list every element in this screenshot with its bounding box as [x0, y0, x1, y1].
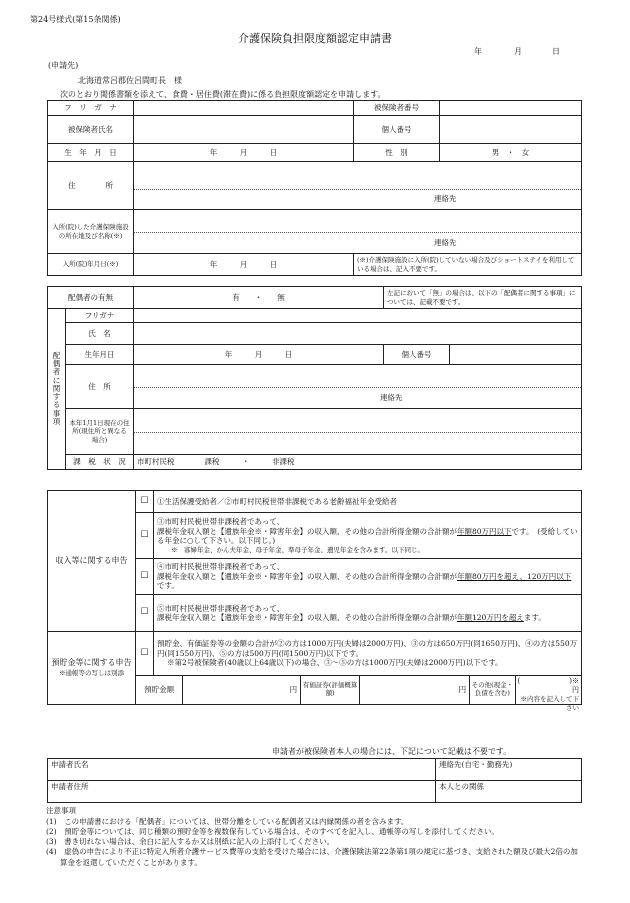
note-4: (4) 虚偽の申告により不正に特定入所者介護サービス費等の支給を受けた場合には、介護保険法第22条第1項の規定に基づき、支給された額及び最大2倍の加算金を返還していただくことがあります。: [46, 847, 578, 867]
income-option-4: ④市町村民税世帯非課税者であって、 課税年金収入額と【遺族年金※・障害年金】の収入額、その他の合計所得金額の合計額が年額80万円を超え、120万円以下です。: [154, 559, 582, 595]
notes-title: 注意事項: [46, 806, 76, 815]
applicant-name[interactable]: 申請者氏名: [48, 759, 436, 781]
income-option-1: ①生活保護受給者／②市町村民税世帯非課税である老齢福祉年金受給者: [154, 491, 582, 513]
form-number: 第24号様式(第15条関係): [30, 15, 121, 24]
note-3: (3) 書き切れない場合は、余白に記入するか又は別紙に記入の上添付してください。: [46, 837, 335, 847]
address-label: 住 所: [48, 162, 134, 210]
other-input[interactable]: ( )※ 円 ※内容を記入して下さい: [517, 677, 580, 712]
spouse-birth-label: 生年月日: [66, 345, 134, 365]
income-table: [47, 490, 582, 712]
spouse-furigana-label: フリガナ: [66, 309, 134, 323]
savings-sub: ※通帳等の写しは別添: [59, 669, 124, 678]
spouse-furigana-input[interactable]: [134, 309, 582, 323]
savings-label-cell: [48, 632, 136, 705]
applicant-note: 申請者が被保険者本人の場合には、下記について記載は不要です。: [272, 747, 512, 756]
savings-label: 預貯金等に関する申告: [51, 658, 132, 668]
spouse-has-note: 左記において「無」の場合は、以下の「配偶者に関する事項」については、記載不要です。: [384, 287, 582, 309]
birth-label: 生 年 月 日: [48, 144, 134, 162]
sex-input[interactable]: 男 ・ 女: [440, 144, 582, 162]
income-check-3[interactable]: ☐: [136, 513, 154, 559]
intro-text: 次のとおり関係書類を添えて、食費・居住費(滞在費)に係る負担限度額認定を申請します。: [60, 90, 386, 99]
spouse-personal-no-boxes[interactable]: [450, 345, 582, 365]
insured-name-input[interactable]: [134, 116, 354, 144]
spouse-birth-input[interactable]: 年 月 日: [134, 345, 384, 365]
note-2: (2) 預貯金等については、同じ種類の預貯金等を複数保有している場合は、そのすべてを記入し、通帳等の写しを添付してください。: [46, 827, 499, 837]
spouse-name-input[interactable]: [134, 323, 582, 345]
income-check-4[interactable]: ☐: [136, 559, 154, 595]
spouse-has-input[interactable]: 有 ・ 無: [134, 287, 384, 309]
spouse-section-label: 配偶者に関する事項: [48, 309, 66, 470]
other-label: その他(現金・負債を含む): [470, 676, 515, 704]
addressee-label: (申請先): [48, 61, 79, 70]
facility-label: 入所(院)した介護保険施設の所在地及び名称(※): [48, 210, 134, 254]
birth-input[interactable]: 年 月 日: [134, 144, 354, 162]
income-option-3: ③市町村民税世帯非課税者であって、 課税年金収入額と【遺族年金※・障害年金】の収入額、その他の合計所得金額の合計額が年額80万円以下です。 (受給している年金に○して下さい。以下同じ。) ※ 寡婦年金、かん夫年金、母子年金、準母子年金、遺児年金を含みます。以下同じ。: [154, 513, 582, 559]
applicant-table: [47, 758, 582, 803]
form-title: 介護保険負担限度額認定申請書: [238, 32, 392, 45]
income-check-1[interactable]: ☐: [136, 491, 154, 513]
securities-input[interactable]: 円: [360, 676, 470, 704]
spouse-name-label: 氏 名: [66, 323, 134, 345]
income-option-5: ⑤市町村民税世帯非課税者であって、 課税年金収入額と【遺族年金※・障害年金】の収入額、その他の合計所得金額の合計額が年額120万円を超えます。: [154, 595, 582, 632]
notes-list: [46, 817, 584, 868]
savings-amount-row: [136, 676, 582, 712]
insured-table: [47, 100, 582, 276]
personal-no-boxes[interactable]: [440, 116, 582, 144]
addressee: 北海道常呂郡佐呂間町長 様: [78, 76, 182, 85]
spouse-table: [47, 286, 582, 470]
date-year[interactable]: 年: [474, 47, 482, 56]
spouse-tax-label: 課 税 状 況: [66, 455, 134, 470]
insured-name-label: 被保険者氏名: [48, 116, 134, 144]
spouse-has-label: 配偶者の有無: [48, 287, 134, 309]
furigana-label: フ リ ガ ナ: [48, 101, 134, 116]
personal-no-label: 個人番号: [354, 116, 440, 144]
applicant-address[interactable]: 申請者住所: [48, 781, 436, 803]
admission-label: 入所(院)年月日(※): [48, 254, 134, 276]
savings-text: 預貯金、有価証券等の金額の合計が②の方は1000万円(夫婦は2000万円)、③の方は650万円(同1650万円)、④の方は550万円(同1550万円)、⑤の方は500万円(同1500万円)以下です。 ※第2号被保険者(40歳以上64歳以下)の場合、③～⑤の方は1000万円(夫婦は2000万円)以下です。: [154, 632, 582, 676]
applicant-contact[interactable]: 連絡先(自宅・勤務先): [436, 759, 582, 781]
deposit-label: 預貯金額: [136, 676, 183, 704]
spouse-jan1-input[interactable]: [134, 409, 582, 455]
spouse-tax-input[interactable]: 市町村民税 課税 ・ 非課税: [134, 455, 582, 470]
sex-label: 性 別: [354, 144, 440, 162]
furigana-input[interactable]: [134, 101, 354, 116]
spouse-jan1-label: 本年1月1日現在の住所(現住所と異なる場合): [66, 409, 134, 455]
spouse-personal-no-label: 個人番号: [384, 345, 450, 365]
insured-no-boxes[interactable]: [440, 101, 582, 116]
address-input[interactable]: [134, 162, 582, 210]
savings-check[interactable]: ☐: [136, 632, 154, 676]
spouse-contact: 連絡先: [380, 393, 403, 402]
securities-label: 有価証券(評価概算額): [301, 676, 360, 704]
spouse-address-input[interactable]: [134, 365, 582, 409]
admission-note: (※)介護保険施設に入所(院)していない場合及びショートステイを利用している場合は、記入不要です。: [354, 254, 582, 276]
applicant-relation[interactable]: 本人との関係: [436, 781, 582, 803]
note-1: (1) この申請書における「配偶者」については、世帯分離をしている配偶者又は内縁関係の者を含みます。: [46, 817, 409, 826]
income-label: 収入等に関する申告: [48, 491, 136, 632]
facility-contact: 連絡先: [434, 238, 457, 247]
address-contact: 連絡先: [434, 194, 457, 203]
facility-input[interactable]: [134, 210, 582, 254]
spouse-address-label: 住 所: [66, 365, 134, 409]
date-month[interactable]: 月: [514, 47, 522, 56]
income-check-5[interactable]: ☐: [136, 595, 154, 632]
deposit-input[interactable]: 円: [183, 676, 301, 704]
date-day[interactable]: 日: [552, 47, 560, 56]
insured-no-label: 被保険者番号: [354, 101, 440, 116]
admission-input[interactable]: 年 月 日: [134, 254, 354, 276]
